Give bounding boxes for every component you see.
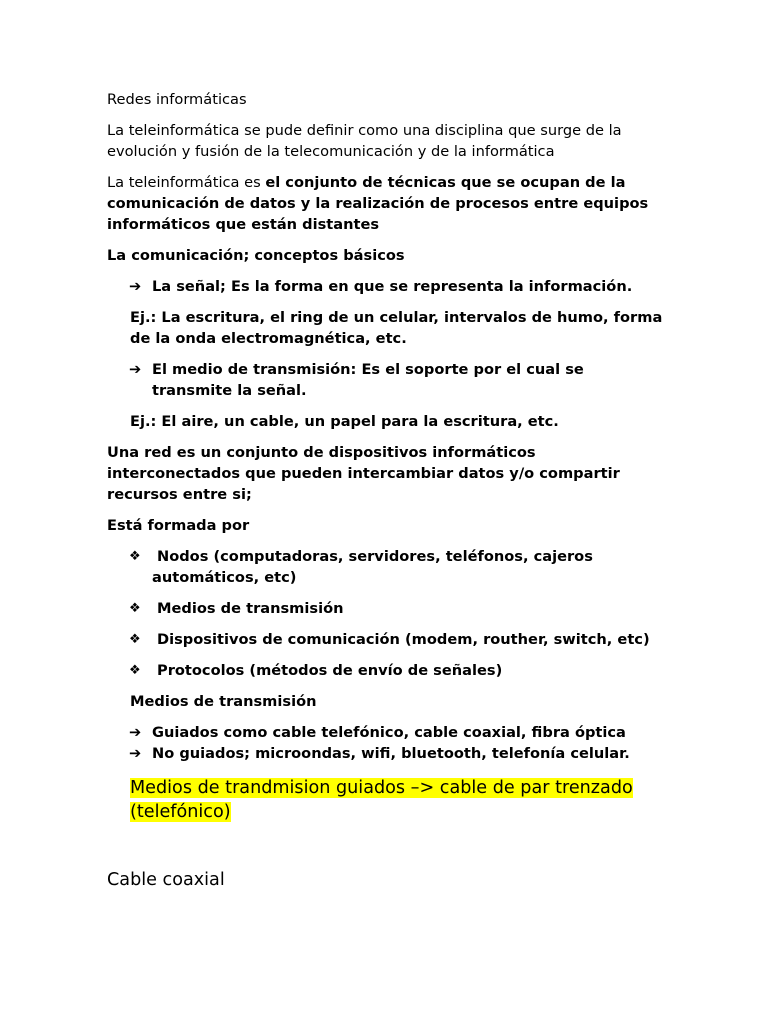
diamond-bullet-icon: ❖ — [129, 663, 141, 678]
diamond-bullet-icon: ❖ — [129, 632, 141, 647]
component-text: Dispositivos de comunicación (modem, routher, switch, etc) — [157, 631, 650, 648]
document-title: Redes informáticas — [107, 91, 247, 108]
document-page — [107, 89, 667, 892]
media-type-item-guided — [107, 722, 667, 743]
definition-bold: el conjunto de técnicas que se ocupan de la comunicación de datos y la realización de procesos entre equipos informáticos que están distantes — [107, 174, 649, 233]
definition-prefix: La teleinformática es — [107, 174, 266, 191]
example-paragraph: Ej.: La escritura, el ring de un celular, intervalos de humo, forma de la onda electromagnética, etc. — [130, 309, 663, 347]
diamond-bullet-icon: ❖ — [129, 601, 141, 616]
component-list-item — [107, 598, 667, 619]
component-text: Nodos (computadoras, servidores, teléfonos, cajeros automáticos, etc) — [152, 548, 593, 586]
right-arrow-icon: ➔ — [129, 278, 142, 295]
definition-paragraph — [107, 172, 667, 235]
intro-paragraph: La teleinformática se pude definir como una disciplina que surge de la evolución y fusión de la telecomunicación y de la informática — [107, 122, 622, 160]
example-paragraph: Ej.: El aire, un cable, un papel para la escritura, etc. — [130, 413, 559, 430]
component-text: Medios de transmisión — [157, 600, 344, 617]
highlighted-note — [130, 776, 650, 824]
diamond-bullet-icon: ❖ — [129, 549, 141, 564]
right-arrow-icon: ➔ — [129, 745, 142, 762]
component-text: Protocolos (métodos de envío de señales) — [157, 662, 503, 679]
concept-text: El medio de transmisión: Es el soporte por el cual se transmite la señal. — [152, 361, 584, 399]
media-heading: Medios de transmisión — [130, 693, 317, 710]
component-list-item — [107, 629, 667, 650]
coax-heading: Cable coaxial — [107, 870, 225, 890]
comm-heading: La comunicación; conceptos básicos — [107, 247, 405, 264]
media-type-item-unguided — [107, 743, 667, 764]
formed-by-heading: Está formada por — [107, 517, 250, 534]
component-list-item — [107, 546, 667, 588]
media-type-text: No guiados; microondas, wifi, bluetooth, telefonía celular. — [152, 745, 630, 762]
component-list-item — [107, 660, 667, 681]
media-type-text: Guiados como cable telefónico, cable coaxial, fibra óptica — [152, 724, 626, 741]
right-arrow-icon: ➔ — [129, 724, 142, 741]
concept-item-medium — [107, 359, 667, 401]
right-arrow-icon: ➔ — [129, 361, 142, 378]
highlighted-text: Medios de trandmision guiados –> cable de par trenzado (telefónico) — [130, 778, 633, 822]
concept-item-signal — [107, 276, 667, 297]
network-definition: Una red es un conjunto de dispositivos informáticos interconectados que pueden intercambiar datos y/o compartir recursos entre si; — [107, 444, 620, 503]
concept-text: La señal; Es la forma en que se representa la información. — [152, 278, 633, 295]
